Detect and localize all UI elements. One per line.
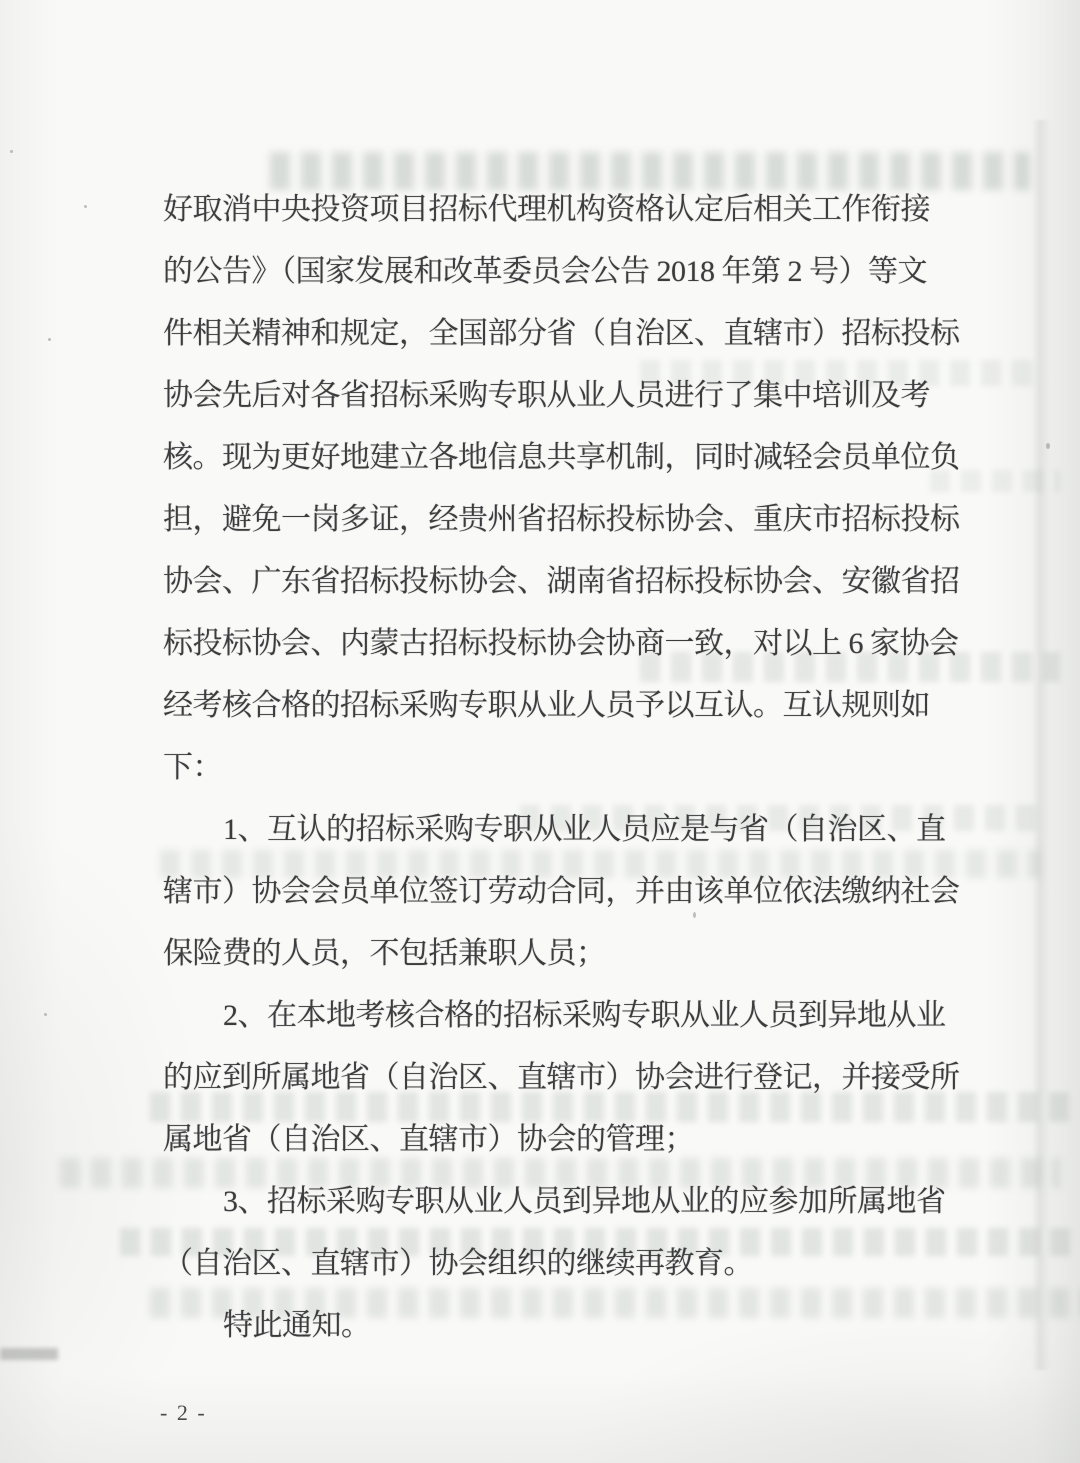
text-line: 协会先后对各省招标采购专职从业人员进行了集中培训及考 [163,379,930,412]
dust-speck [1046,443,1050,449]
text-line-item-2: 2、在本地考核合格的招标采购专职从业人员到异地从业 [223,999,946,1032]
text-line: 好取消中央投资项目招标代理机构资格认定后相关工作衔接 [163,193,930,226]
text-line: （自治区、直辖市）协会组织的继续再教育。 [163,1247,753,1280]
dust-speck [10,150,13,153]
text-line-closing: 特此通知。 [223,1309,371,1342]
dust-speck [44,1013,47,1016]
text-line: 属地省（自治区、直辖市）协会的管理； [163,1123,694,1156]
page-number: - 2 - [160,1400,207,1425]
text-line: 核。现为更好地建立各地信息共享机制，同时减轻会员单位负 [163,441,960,474]
text-line: 的公告》（国家发展和改革委员会公告 2018 年第 2 号）等文 [163,255,927,288]
dust-speck [48,338,51,341]
text-line: 标投标协会、内蒙古招标投标协会协商一致，对以上 6 家协会 [163,627,959,660]
text-line: 下： [163,751,222,784]
text-line-item-1: 1、互认的招标采购专职从业人员应是与省（自治区、直 [223,813,946,846]
text-line-item-3: 3、招标采购专职从业人员到异地从业的应参加所属地省 [223,1185,946,1218]
text-line: 担，避免一岗多证，经贵州省招标投标协会、重庆市招标投标 [163,503,960,536]
scan-streak [0,1348,58,1360]
text-line: 经考核合格的招标采购专职从业人员予以互认。互认规则如 [163,689,930,722]
text-line: 的应到所属地省（自治区、直辖市）协会进行登记，并接受所 [163,1061,960,1094]
text-line: 辖市）协会会员单位签订劳动合同，并由该单位依法缴纳社会 [163,875,960,908]
text-line: 保险费的人员，不包括兼职人员； [163,937,606,970]
text-line: 协会、广东省招标投标协会、湖南省招标投标协会、安徽省招 [163,565,960,598]
document-body [163,179,963,1357]
text-line: 件相关精神和规定，全国部分省（自治区、直辖市）招标投标 [163,317,960,350]
dust-speck [84,205,87,208]
